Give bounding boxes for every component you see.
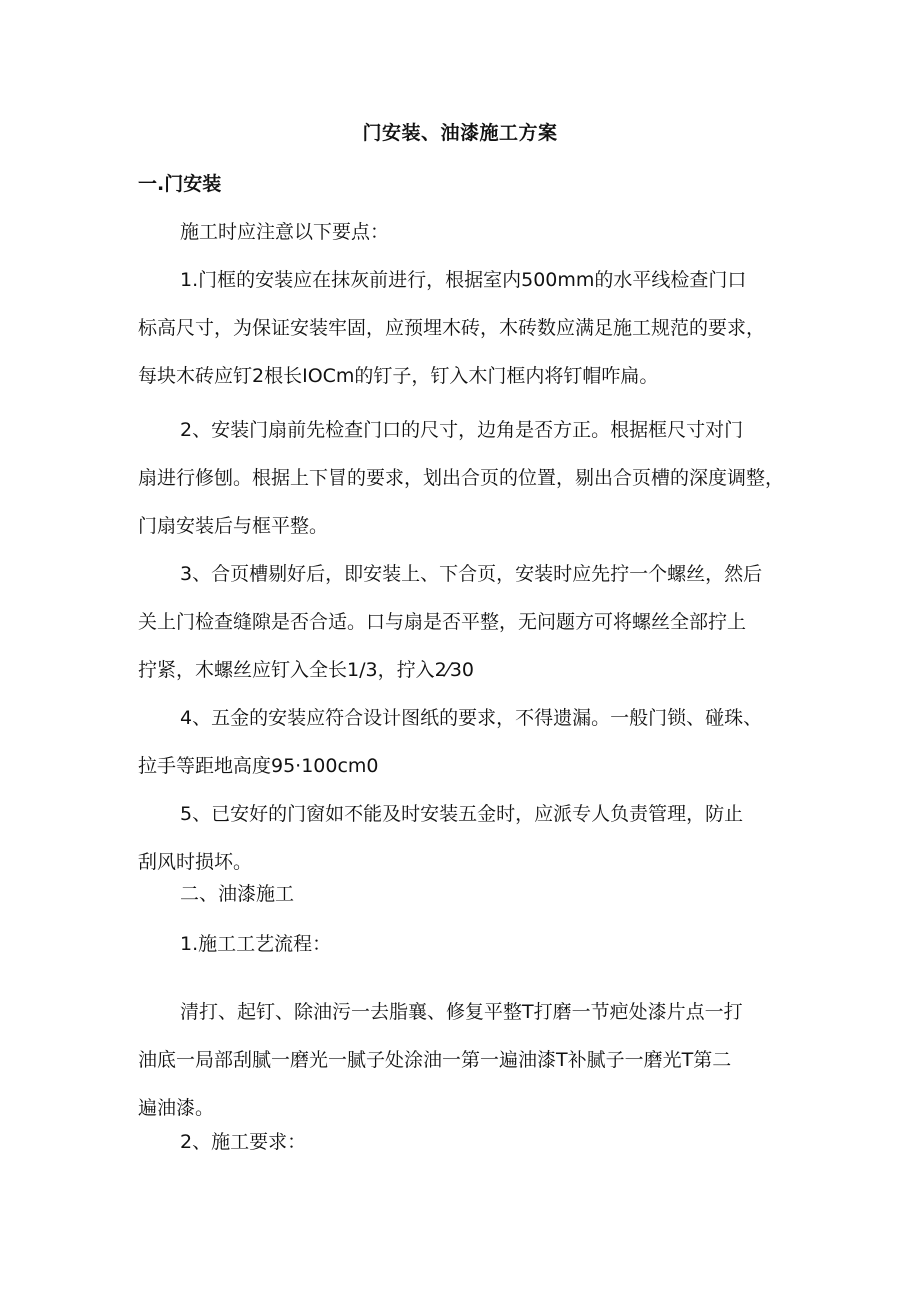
section-1-heading: 一.门安装 xyxy=(138,173,222,195)
item-5-line-1: 5、已安好的门窗如不能及时安装五金时，应派专人负责管理，防止 xyxy=(180,803,744,825)
item-4-line-1: 4、五金的安装应符合设计图纸的要求，不得遗漏。一般门锁、碰珠、 xyxy=(180,707,763,729)
flow-line-3: 遍油漆。 xyxy=(138,1097,215,1119)
item-3-line-1: 3、合页槽剔好后，即安装上、下合页，安装时应先拧一个螺丝，然后 xyxy=(180,563,763,585)
flow-line-1: 清打、起钉、除油污一去脂襄、修复平整T打磨一节疤处漆片点一打 xyxy=(180,1001,743,1023)
item-1-line-1: 1.门框的安装应在抹灰前进行，根据室内500mm的水平线检查门口 xyxy=(180,269,747,291)
item-3-line-3: 拧紧，木螺丝应钉入全长1/3，拧入2⁄30 xyxy=(138,659,475,681)
item-3-line-2: 关上门检查缝隙是否合适。口与扇是否平整，无问题方可将螺丝全部拧上 xyxy=(138,611,747,633)
item-4-line-2: 拉手等距地高度95·100cm0 xyxy=(138,755,379,777)
section-1-intro: 施工时应注意以下要点： xyxy=(180,221,390,243)
item-2-line-3: 门扇安装后与框平整。 xyxy=(138,515,329,537)
item-2-line-2: 扇进行修刨。根据上下冒的要求，划出合页的位置，剔出合页槽的深度调整， xyxy=(138,467,785,489)
item-5-line-2: 刮风时损坏。 xyxy=(138,851,253,873)
item-1-line-2: 标高尺寸，为保证安装牢固，应预埋木砖，木砖数应满足施工规范的要求， xyxy=(138,317,766,339)
flow-line-2: 油底一局部刮腻一磨光一腻子处涂油一第一遍油漆T补腻子一磨光T第二 xyxy=(138,1049,732,1071)
section-2-sub-2: 2、施工要求： xyxy=(180,1131,307,1153)
item-2-line-1: 2、安装门扇前先检查门口的尺寸，边角是否方正。根据框尺寸对门 xyxy=(180,419,744,441)
section-2-sub-1: 1.施工工艺流程： xyxy=(180,933,332,955)
document-title: 门安装、油漆施工方案 xyxy=(362,122,558,144)
section-2-heading: 二、油漆施工 xyxy=(180,883,295,905)
item-1-line-3: 每块木砖应钉2根长IOCm的钉子，钉入木门框内将钉帽咋扁。 xyxy=(138,365,659,387)
